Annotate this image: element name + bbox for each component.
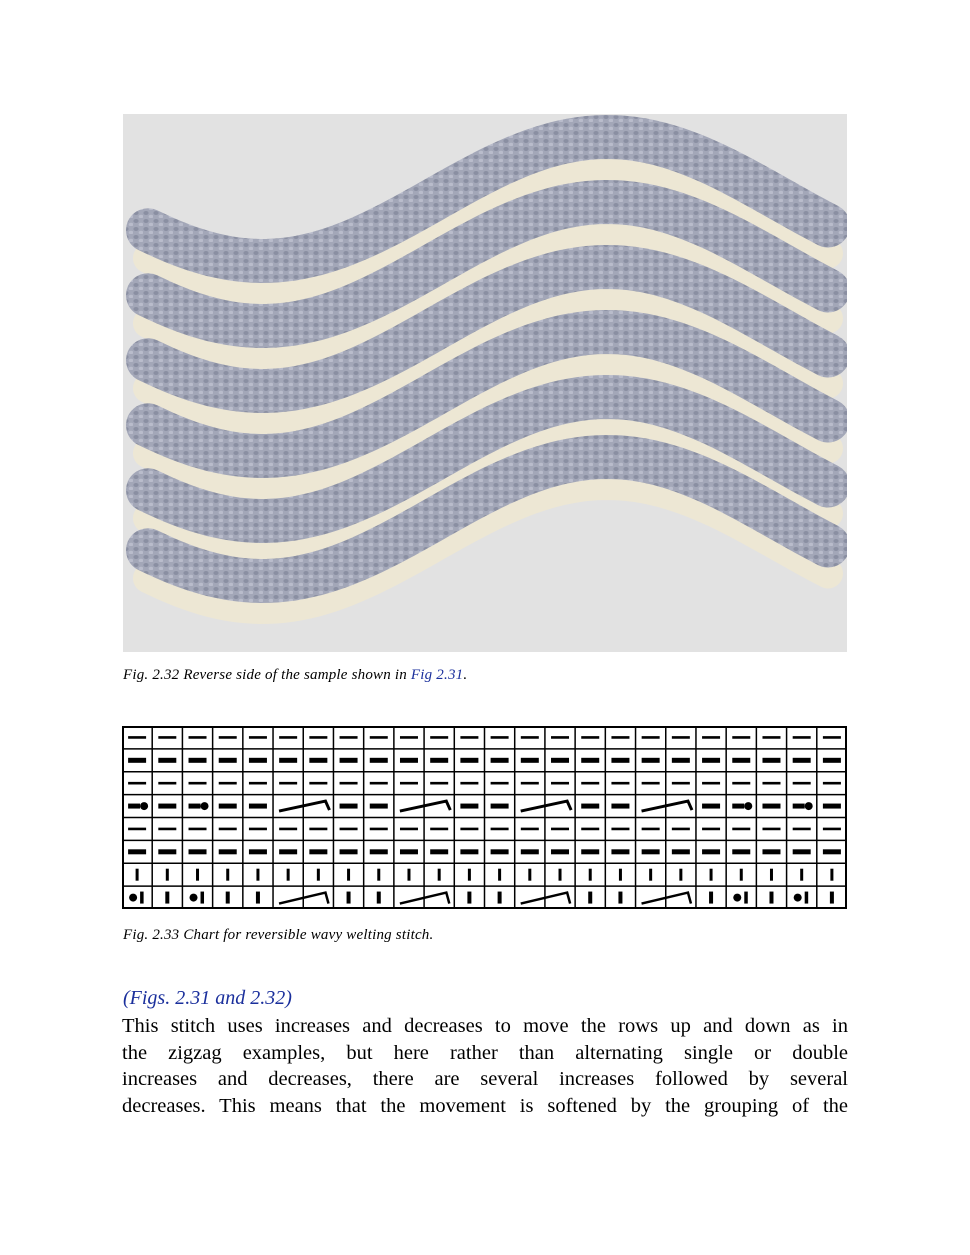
purl-symbol <box>219 782 237 785</box>
stitch-chart-grid <box>122 726 847 909</box>
purl-symbol <box>793 849 811 854</box>
knit-symbol <box>226 869 229 881</box>
purl-symbol <box>340 782 358 785</box>
increase-symbol <box>190 894 198 902</box>
purl-symbol <box>762 849 780 854</box>
purl-symbol <box>249 736 267 739</box>
purl-symbol <box>309 736 327 739</box>
heading-close: ) <box>285 987 292 1009</box>
paragraph-line: the zigzag examples, but here rather than alternating single or double <box>122 1041 848 1064</box>
knitted-wave-swatch-icon <box>123 114 847 652</box>
purl-symbol <box>672 849 690 854</box>
purl-symbol <box>581 782 599 785</box>
knit-symbol <box>347 892 351 904</box>
increase-symbol <box>129 894 137 902</box>
purl-symbol <box>551 828 569 831</box>
purl-symbol <box>491 849 509 854</box>
knit-symbol <box>317 869 320 881</box>
knit-symbol <box>830 892 834 904</box>
purl-symbol <box>430 758 448 763</box>
purl-symbol <box>581 828 599 831</box>
knit-symbol <box>438 869 441 881</box>
purl-symbol <box>491 782 509 785</box>
purl-symbol <box>732 758 750 763</box>
purl-symbol <box>370 736 388 739</box>
purl-symbol <box>309 849 327 854</box>
purl-symbol <box>249 758 267 763</box>
knit-symbol <box>256 869 259 881</box>
purl-symbol <box>762 782 780 785</box>
knit-symbol <box>619 869 622 881</box>
knit-symbol <box>800 869 803 881</box>
heading-open: (Figs. <box>123 987 176 1009</box>
knit-symbol <box>618 892 622 904</box>
purl-symbol <box>732 736 750 739</box>
purl-symbol <box>340 736 358 739</box>
increase-symbol <box>201 802 209 810</box>
knit-symbol <box>256 892 260 904</box>
purl-symbol <box>219 758 237 763</box>
purl-symbol <box>400 782 418 785</box>
knit-symbol <box>588 892 592 904</box>
purl-symbol <box>672 758 690 763</box>
purl-symbol <box>642 849 660 854</box>
increase-symbol <box>805 802 813 810</box>
purl-symbol <box>642 782 660 785</box>
increase-symbol <box>744 802 752 810</box>
purl-symbol <box>128 849 146 854</box>
purl-symbol <box>793 782 811 785</box>
purl-symbol <box>732 849 750 854</box>
purl-symbol <box>219 849 237 854</box>
purl-symbol <box>823 828 841 831</box>
knit-symbol <box>805 892 809 904</box>
purl-symbol <box>279 782 297 785</box>
purl-symbol <box>128 736 146 739</box>
purl-symbol <box>762 736 780 739</box>
knit-symbol <box>559 869 562 881</box>
purl-symbol <box>551 849 569 854</box>
purl-symbol <box>279 849 297 854</box>
purl-symbol <box>702 758 720 763</box>
knit-symbol <box>710 869 713 881</box>
purl-symbol <box>430 782 448 785</box>
purl-symbol <box>340 758 358 763</box>
purl-symbol <box>672 782 690 785</box>
purl-symbol <box>219 736 237 739</box>
figure-caption-2-33: Fig. 2.33 Chart for reversible wavy welting stitch. <box>123 927 434 943</box>
purl-symbol <box>491 828 509 831</box>
purl-symbol <box>823 849 841 854</box>
purl-symbol <box>491 804 509 809</box>
purl-symbol <box>158 736 176 739</box>
caption-text: Fig. 2.32 Reverse side of the sample shown in <box>123 667 411 683</box>
section-heading <box>123 986 292 1010</box>
purl-symbol <box>611 828 629 831</box>
purl-symbol <box>521 828 539 831</box>
purl-symbol <box>823 804 841 809</box>
purl-symbol <box>702 828 720 831</box>
knit-symbol <box>770 869 773 881</box>
purl-symbol <box>158 828 176 831</box>
knit-symbol <box>377 892 381 904</box>
purl-symbol <box>702 804 720 809</box>
purl-symbol <box>581 758 599 763</box>
knit-symbol <box>830 869 833 881</box>
knit-symbol <box>769 892 773 904</box>
purl-symbol <box>370 849 388 854</box>
purl-symbol <box>400 736 418 739</box>
purl-symbol <box>219 828 237 831</box>
purl-symbol <box>491 736 509 739</box>
purl-symbol <box>158 782 176 785</box>
purl-symbol <box>249 782 267 785</box>
purl-symbol <box>460 736 478 739</box>
figure-link-2-31[interactable]: 2.31 <box>175 987 211 1009</box>
purl-symbol <box>249 804 267 809</box>
purl-symbol <box>762 758 780 763</box>
purl-symbol <box>279 828 297 831</box>
knit-symbol <box>679 869 682 881</box>
purl-symbol <box>128 782 146 785</box>
purl-symbol <box>702 849 720 854</box>
purl-symbol <box>732 804 744 809</box>
purl-symbol <box>521 849 539 854</box>
purl-symbol <box>581 736 599 739</box>
purl-symbol <box>793 736 811 739</box>
paragraph-line: decreases. This means that the movement is softened by the grouping of the <box>122 1094 848 1117</box>
purl-symbol <box>793 804 805 809</box>
purl-symbol <box>521 758 539 763</box>
purl-symbol <box>460 849 478 854</box>
purl-symbol <box>430 828 448 831</box>
purl-symbol <box>340 804 358 809</box>
purl-symbol <box>642 828 660 831</box>
purl-symbol <box>430 736 448 739</box>
increase-symbol <box>733 894 741 902</box>
purl-symbol <box>732 782 750 785</box>
knit-symbol <box>140 892 144 904</box>
purl-symbol <box>219 804 237 809</box>
purl-symbol <box>309 758 327 763</box>
purl-symbol <box>521 736 539 739</box>
purl-symbol <box>611 736 629 739</box>
purl-symbol <box>581 804 599 809</box>
purl-symbol <box>128 804 140 809</box>
purl-symbol <box>762 828 780 831</box>
purl-symbol <box>823 782 841 785</box>
knit-symbol <box>744 892 748 904</box>
knit-symbol <box>287 869 290 881</box>
purl-symbol <box>460 758 478 763</box>
purl-symbol <box>762 804 780 809</box>
figure-caption-2-32 <box>123 666 467 684</box>
purl-symbol <box>189 804 201 809</box>
knit-symbol <box>740 869 743 881</box>
purl-symbol <box>491 758 509 763</box>
purl-symbol <box>189 828 207 831</box>
purl-symbol <box>370 758 388 763</box>
purl-symbol <box>672 736 690 739</box>
body-paragraph <box>122 1013 848 1119</box>
purl-symbol <box>340 849 358 854</box>
knit-symbol <box>498 892 502 904</box>
knit-symbol <box>407 869 410 881</box>
knit-symbol <box>468 869 471 881</box>
purl-symbol <box>430 849 448 854</box>
purl-symbol <box>611 849 629 854</box>
purl-symbol <box>521 782 539 785</box>
knit-symbol <box>196 869 199 881</box>
purl-symbol <box>460 804 478 809</box>
purl-symbol <box>551 782 569 785</box>
purl-symbol <box>189 758 207 763</box>
knit-symbol <box>347 869 350 881</box>
purl-symbol <box>279 736 297 739</box>
stitch-chart <box>122 726 847 909</box>
purl-symbol <box>128 758 146 763</box>
paragraph-line: increases and decreases, there are several increases followed by several <box>122 1068 848 1090</box>
purl-symbol <box>642 758 660 763</box>
purl-symbol <box>249 828 267 831</box>
purl-symbol <box>823 736 841 739</box>
purl-symbol <box>370 782 388 785</box>
purl-symbol <box>702 736 720 739</box>
knit-symbol <box>136 869 139 881</box>
purl-symbol <box>460 828 478 831</box>
purl-symbol <box>158 849 176 854</box>
purl-symbol <box>158 804 176 809</box>
purl-symbol <box>732 828 750 831</box>
purl-symbol <box>128 828 146 831</box>
knitted-sample-photo <box>123 114 847 652</box>
purl-symbol <box>400 849 418 854</box>
caption-suffix: . <box>463 667 468 683</box>
purl-symbol <box>370 804 388 809</box>
purl-symbol <box>189 849 207 854</box>
purl-symbol <box>400 828 418 831</box>
knit-symbol <box>467 892 471 904</box>
knit-symbol <box>528 869 531 881</box>
purl-symbol <box>370 828 388 831</box>
knit-symbol <box>589 869 592 881</box>
knit-symbol <box>201 892 205 904</box>
knit-symbol <box>166 869 169 881</box>
purl-symbol <box>793 758 811 763</box>
purl-symbol <box>249 849 267 854</box>
purl-symbol <box>309 828 327 831</box>
knit-symbol <box>165 892 169 904</box>
purl-symbol <box>672 828 690 831</box>
purl-symbol <box>611 804 629 809</box>
purl-symbol <box>158 758 176 763</box>
purl-symbol <box>340 828 358 831</box>
knit-symbol <box>226 892 230 904</box>
purl-symbol <box>309 782 327 785</box>
purl-symbol <box>551 758 569 763</box>
knit-symbol <box>709 892 713 904</box>
figure-link-2-31[interactable]: Fig 2.31 <box>410 667 464 683</box>
paragraph-line: This stitch uses increases and decreases to move the rows up and down as in <box>122 1015 848 1037</box>
knit-symbol <box>498 869 501 881</box>
purl-symbol <box>279 758 297 763</box>
purl-symbol <box>642 736 660 739</box>
figure-link-2-32[interactable]: 2.32 <box>250 987 286 1009</box>
purl-symbol <box>551 736 569 739</box>
purl-symbol <box>611 758 629 763</box>
purl-symbol <box>702 782 720 785</box>
purl-symbol <box>611 782 629 785</box>
increase-symbol <box>140 802 148 810</box>
purl-symbol <box>793 828 811 831</box>
increase-symbol <box>794 894 802 902</box>
purl-symbol <box>581 849 599 854</box>
purl-symbol <box>189 736 207 739</box>
knit-symbol <box>377 869 380 881</box>
purl-symbol <box>460 782 478 785</box>
heading-and: and <box>210 987 251 1009</box>
purl-symbol <box>189 782 207 785</box>
knit-symbol <box>649 869 652 881</box>
purl-symbol <box>823 758 841 763</box>
purl-symbol <box>400 758 418 763</box>
